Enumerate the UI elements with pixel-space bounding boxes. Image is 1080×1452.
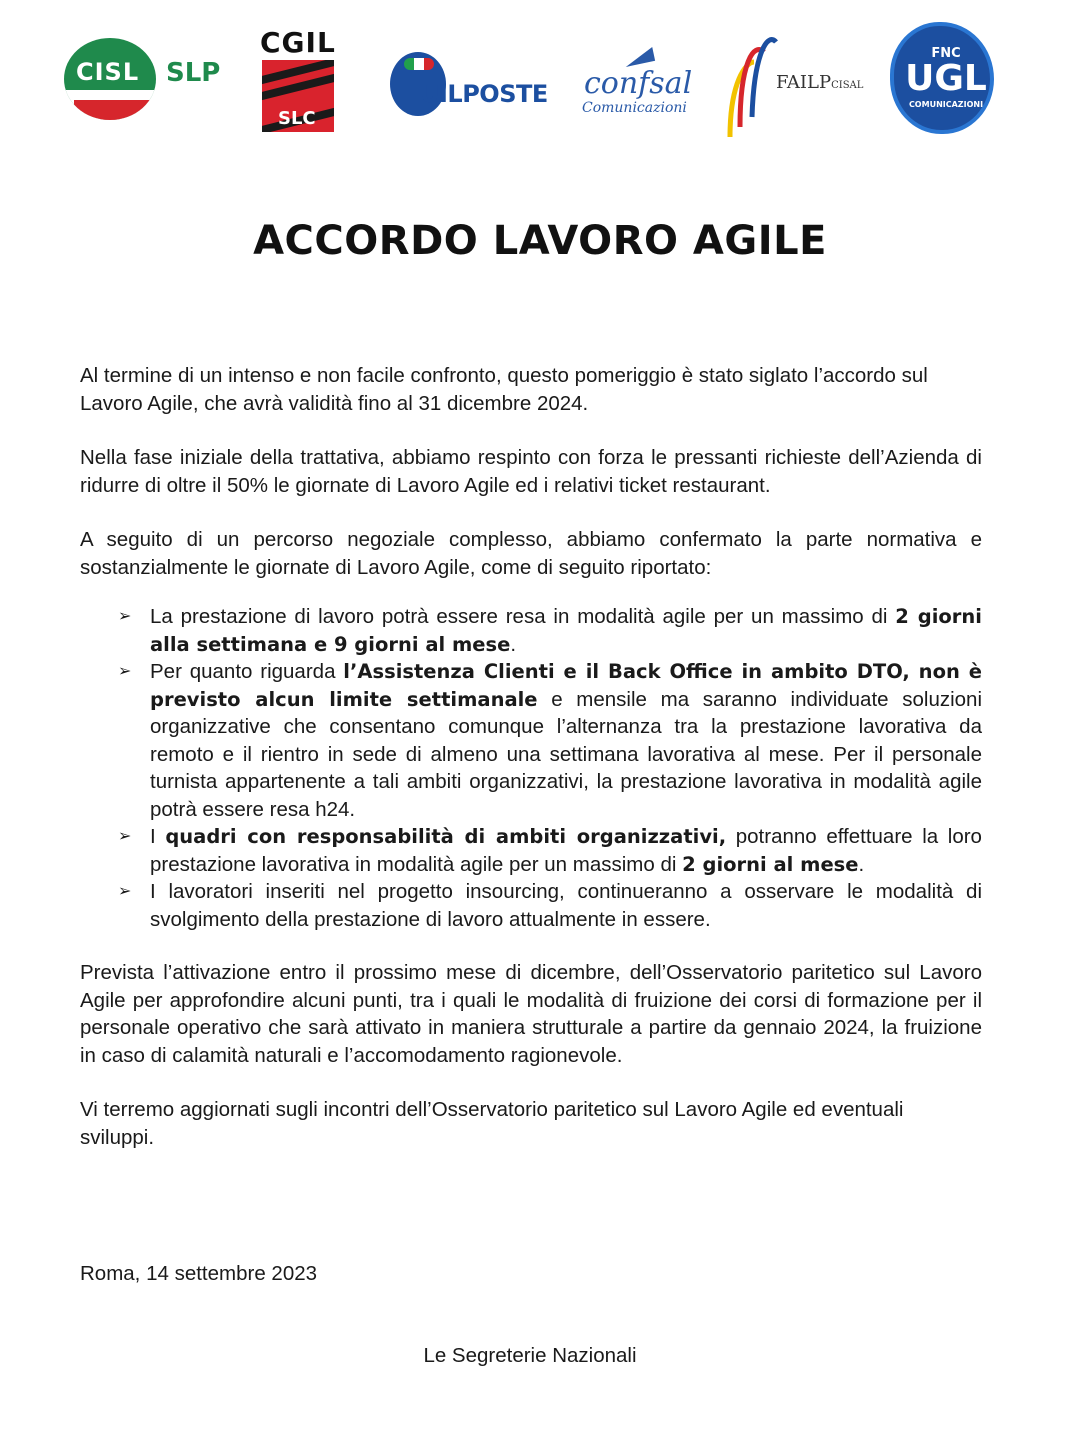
- uilposte-logo-text: UILPOSTE: [420, 80, 548, 108]
- ugl-logo-subtext: COMUNICAZIONI: [908, 100, 984, 109]
- paper-plane-icon: [623, 47, 655, 67]
- document-body: [80, 362, 982, 1178]
- list-item: ➢ La prestazione di lavoro potrà essere resa in modalità agile per un massimo di 2 giorni alla settimana e 9 giorni al mese.: [118, 605, 982, 656]
- ugl-badge: [890, 22, 994, 134]
- slc-logo-text: SLC: [278, 108, 316, 129]
- document-signature: Le Segreterie Nazionali: [423, 1344, 637, 1367]
- uilposte-logo: [390, 48, 548, 128]
- failp-cisal-logo: [724, 22, 864, 142]
- paragraph-negotiation: Nella fase iniziale della trattativa, abbiamo respinto con forza le pressanti richieste dell’Azienda di ridurre di oltre il 50% le giornate di Lavoro Agile ed i relativi ticket restaurant.: [80, 446, 982, 497]
- arrow-bullet-icon: ➢: [118, 883, 132, 900]
- cisl-logo-text: CISL: [76, 58, 140, 86]
- cisl-slp-logo: [60, 28, 230, 138]
- confsal-logo-subtext: Comunicazioni: [582, 100, 687, 116]
- confsal-logo: [560, 48, 700, 128]
- document-date: Roma, 14 settembre 2023: [80, 1262, 318, 1285]
- agreement-points-list: [80, 603, 982, 933]
- ugl-logo-text: UGL: [905, 58, 987, 99]
- document-title: ACCORDO LAVORO AGILE: [253, 218, 827, 264]
- cgil-red-block: [262, 60, 334, 132]
- confsal-logo-text: confsal: [584, 66, 693, 101]
- paragraph-intro: Al termine di un intenso e non facile confronto, questo pomeriggio è stato siglato l’accordo sul Lavoro Agile, che avrà validità fino al 31 dicembre 2024.: [80, 364, 928, 415]
- fnc-logo-text: FNC: [931, 46, 961, 61]
- paragraph-outcome: A seguito di un percorso negoziale complesso, abbiamo confermato la parte normativa e sostanzialmente le giornate di Lavoro Agile, come di seguito riportato:: [80, 528, 982, 579]
- cgil-slc-logo: [256, 26, 340, 136]
- arrow-bullet-icon: ➢: [118, 828, 132, 845]
- cgil-logo-text: CGIL: [260, 26, 336, 59]
- slp-logo-text: SLP: [166, 58, 221, 88]
- list-item: ➢ I lavoratori inseriti nel progetto insourcing, continueranno a osservare le modalità di svolgimento della prestazione di lavoro attualmente in essere.: [118, 880, 982, 931]
- failp-logo-text: FAILPCISAL: [776, 72, 864, 93]
- failp-arcs-icon: [724, 22, 784, 142]
- list-item: ➢ Per quanto riguarda l’Assistenza Clienti e il Back Office in ambito DTO, non è previsto alcun limite settimanale e mensile ma saranno individuate soluzioni organizzative che consentano comunque l’alternanza tra la prestazione lavorativa da remoto e il rientro in sede di almeno una settimana lavorativa al mese. Per il personale turnista appartenente a tali ambiti organizzativi, la prestazione lavorativa in modalità agile potrà essere resa h24.: [118, 660, 983, 821]
- paragraph-closing: Vi terremo aggiornati sugli incontri dell’Osservatorio paritetico sul Lavoro Agile ed eventuali sviluppi.: [80, 1098, 904, 1149]
- arrow-bullet-icon: ➢: [118, 608, 132, 625]
- list-item: ➢ I quadri con responsabilità di ambiti organizzativi, potranno effettuare la loro prestazione lavorativa in modalità agile per un massimo di 2 giorni al mese.: [118, 825, 982, 876]
- logos-row: [60, 18, 1000, 148]
- fnc-ugl-logo: [888, 18, 988, 128]
- paragraph-observatory: Prevista l’attivazione entro il prossimo mese di dicembre, dell’Osservatorio paritetico sul Lavoro Agile per approfondire alcuni punti, tra i quali le modalità di fruizione dei corsi di formazione per il personale operativo che sarà attivato in maniera strutturale a partire da gennaio 2024, la fruizione in caso di calamità naturali e l’accomodamento ragionevole.: [80, 961, 982, 1067]
- arrow-bullet-icon: ➢: [118, 663, 132, 680]
